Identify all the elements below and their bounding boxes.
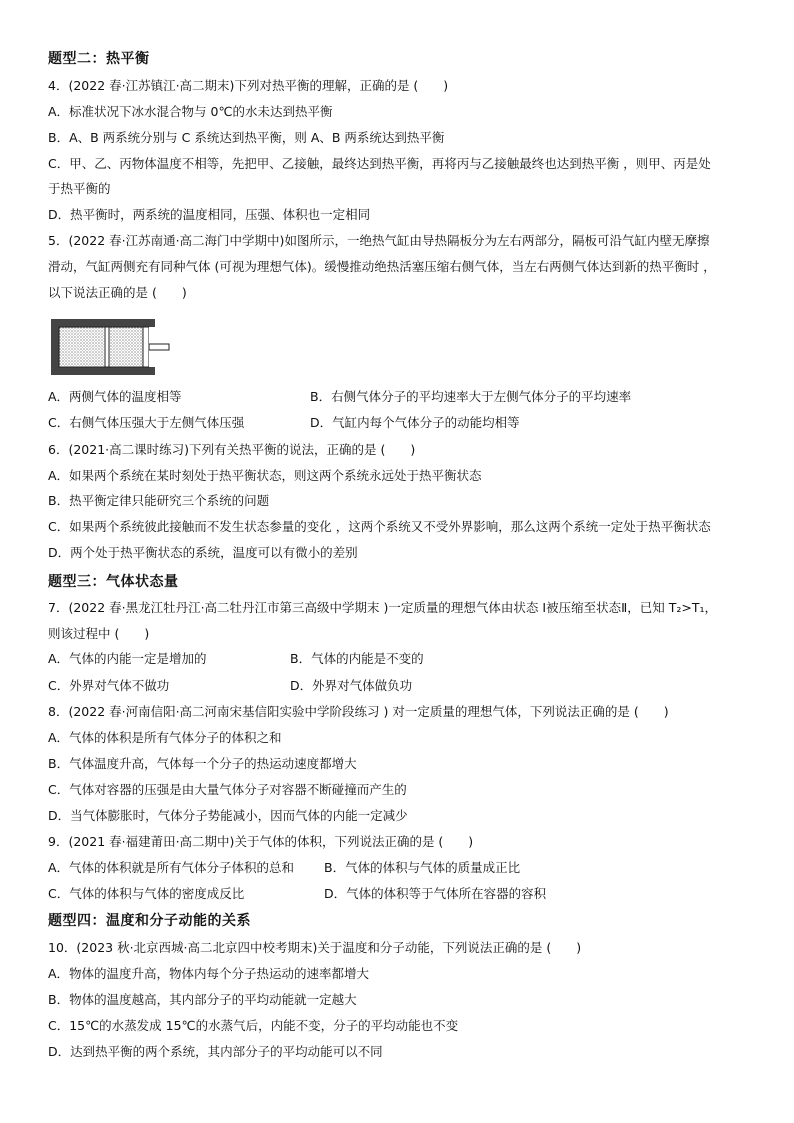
q5-stem-line1: 5．(2022 春·江苏南通·高二海门中学期中)如图所示，一绝热气缸由导热隔板分为左右两部分，隔板可沿气缸内壁无摩擦 [48,233,710,248]
q4-option-c-line1: C．甲、乙、丙物体温度不相等，先把甲、乙接触，最终达到热平衡，再将丙与乙接触最终也达到热平衡 ，则甲、丙是处 [48,156,711,171]
q4-option-c-line2: 于热平衡的 [48,181,111,196]
q10-option-c: C．15℃的水蒸发成 15℃的水蒸气后，内能不变，分子的平均动能也不变 [48,1018,459,1033]
section-heading-2: 题型二：热平衡 [48,51,150,67]
q4-option-b: B．A、B 两系统分别与 C 系统达到热平衡，则 A、B 两系统达到热平衡 [48,130,445,145]
section-heading-4: 题型四：温度和分子动能的关系 [48,913,251,929]
q5-option-d: D．气缸内每个气体分子的动能均相等 [310,415,520,430]
q6-option-b: B．热平衡定律只能研究三个系统的问题 [48,493,270,508]
piston [143,327,149,367]
q9-option-a: A．气体的体积就是所有气体分子体积的总和 [48,860,295,875]
q6-stem: 6．(2021·高二课时练习)下列有关热平衡的说法，正确的是 ( ) [48,442,416,457]
q7-stem-line2: 则该过程中 ( ) [48,626,150,641]
q8-stem: 8．(2022 春·河南信阳·高二河南宋基信阳实验中学阶段练习 ) 对一定质量的理想气体，下列说法正确的是 ( ) [48,704,669,719]
right-gas-chamber [109,327,143,367]
q5-option-c: C．右侧气体压强大于左侧气体压强 [48,415,245,430]
q10-stem: 10．(2023 秋·北京西城·高二北京四中校考期末)关于温度和分子动能，下列说法正确的是 ( ) [48,940,582,955]
q5-stem-line3: 以下说法正确的是 ( ) [48,285,187,300]
q10-option-b: B．物体的温度越高，其内部分子的平均动能就一定越大 [48,992,357,1007]
left-gas-chamber [59,327,105,367]
q5-option-b: B．右侧气体分子的平均速率大于左侧气体分子的平均速率 [310,389,632,404]
q6-option-d: D．两个处于热平衡状态的系统，温度可以有微小的差别 [48,545,358,560]
q7-option-a: A．气体的内能一定是增加的 [48,651,207,666]
q8-option-c: C．气体对容器的压强是由大量气体分子对容器不断碰撞而产生的 [48,782,407,797]
q10-option-d: D．达到热平衡的两个系统，其内部分子的平均动能可以不同 [48,1044,383,1059]
section-heading-3: 题型三：气体状态量 [48,574,179,590]
q6-option-c: C．如果两个系统彼此接触而不发生状态参量的变化 ，这两个系统又不受外界影响，那么这两个系统一定处于热平衡状态 [48,519,711,534]
q6-option-a: A．如果两个系统在某时刻处于热平衡状态，则这两个系统永远处于热平衡状态 [48,468,482,483]
q9-option-c: C．气体的体积与气体的密度成反比 [48,886,245,901]
piston-rod [149,344,169,350]
q7-stem-line1: 7．(2022 春·黑龙江牡丹江·高二牡丹江市第三高级中学期末 )一定质量的理想气体由状态 Ⅰ被压缩至状态Ⅱ，已知 T₂>T₁， [48,600,717,615]
cylinder-diagram [50,318,170,378]
q4-stem: 4．(2022 春·江苏镇江·高二期末)下列对热平衡的理解，正确的是 ( ) [48,78,449,93]
q9-option-b: B．气体的体积与气体的质量成正比 [324,860,521,875]
conducting-partition [105,327,109,367]
q5-option-a: A．两侧气体的温度相等 [48,389,182,404]
q9-stem: 9．(2021 春·福建莆田·高二期中)关于气体的体积，下列说法正确的是 ( ) [48,834,474,849]
q8-option-d: D．当气体膨胀时，气体分子势能减小，因而气体的内能一定减少 [48,808,408,823]
q4-option-d: D．热平衡时，两系统的温度相同，压强、体积也一定相同 [48,207,371,222]
q8-option-a: A．气体的体积是所有气体分子的体积之和 [48,730,282,745]
q9-option-d: D．气体的体积等于气体所在容器的容积 [324,886,547,901]
q7-option-d: D．外界对气体做负功 [290,678,413,693]
q5-stem-line2: 滑动，气缸两侧充有同种气体 (可视为理想气体)。缓慢推动绝热活塞压缩右侧气体，当左右两侧气体达到新的热平衡时 ， [48,259,716,274]
q7-option-c: C．外界对气体不做功 [48,678,170,693]
q10-option-a: A．物体的温度升高，物体内每个分子热运动的速率都增大 [48,966,370,981]
q8-option-b: B．气体温度升高，气体每一个分子的热运动速度都增大 [48,756,357,771]
q7-option-b: B．气体的内能是不变的 [290,651,424,666]
q4-option-a: A．标准状况下冰水混合物与 0℃的水未达到热平衡 [48,104,333,119]
